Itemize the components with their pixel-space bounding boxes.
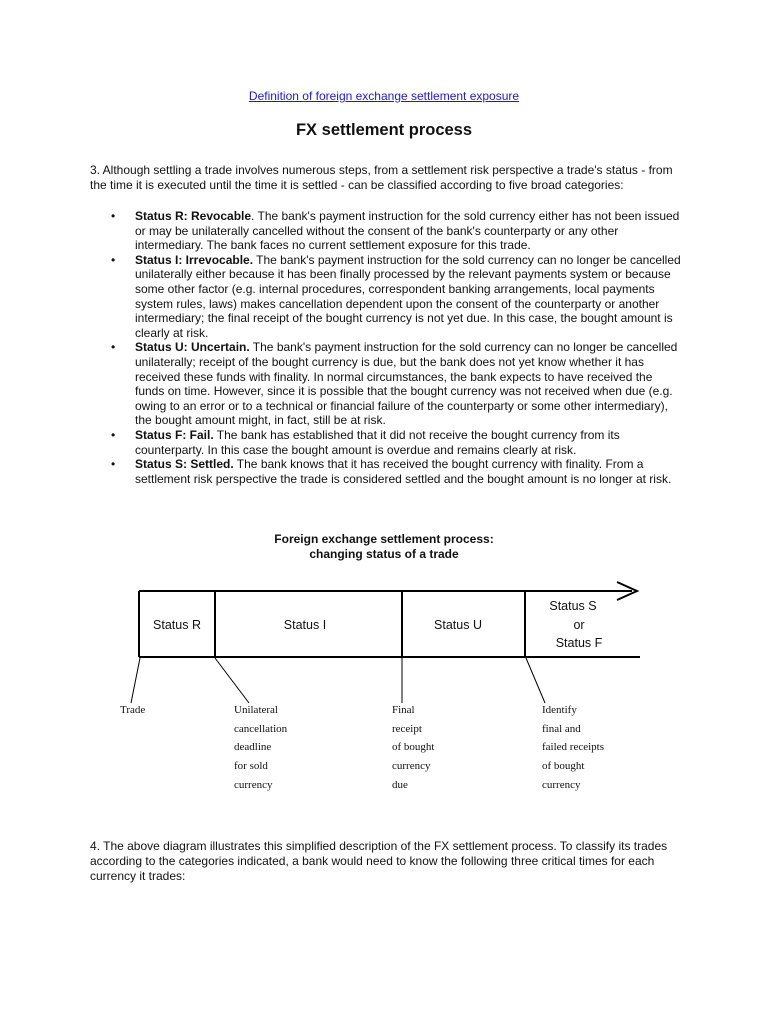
status-list bbox=[90, 209, 682, 486]
status-label: Status U: Uncertain. bbox=[135, 340, 250, 355]
status-label: Status R: Revocable bbox=[135, 209, 252, 223]
settlement-timeline-diagram bbox=[0, 570, 768, 810]
status-label: Status S: Settled. bbox=[135, 457, 234, 472]
box-status-u: Status U bbox=[434, 618, 482, 632]
box-status-s-or-f-line2: or bbox=[573, 618, 585, 632]
list-item bbox=[90, 209, 682, 253]
paragraph-3: 3. Although settling a trade involves numerous steps, from a settlement risk perspective a trade's status - from the time it is executed until the time it is settled - can be classified according to five broad categories: bbox=[90, 163, 673, 192]
pointer-lines bbox=[131, 658, 545, 703]
list-item bbox=[90, 428, 682, 457]
note-unilateral-cancellation: Unilateral cancellation deadline for sold currency bbox=[234, 704, 288, 791]
note-final-receipt: Final receipt of bought currency due bbox=[392, 704, 435, 791]
list-item bbox=[90, 457, 682, 486]
list-item bbox=[90, 253, 682, 341]
box-status-s-or-f-line1: Status S bbox=[549, 599, 597, 613]
paragraph-4: 4. The above diagram illustrates this simplified description of the FX settlement process. To classify its trades according to the categories indicated, a bank would need to know the following three critical times for each currency it trades: bbox=[90, 839, 668, 883]
bullet-icon: • bbox=[111, 252, 116, 267]
page-title: FX settlement process bbox=[295, 121, 473, 139]
status-text: The bank has established that it did not receive the bought currency from its counterparty. In this case the bought amount is overdue and remains clearly at risk. bbox=[135, 427, 620, 457]
box-status-s-or-f-line3: Status F bbox=[555, 636, 603, 650]
note-trade: Trade bbox=[120, 704, 146, 716]
status-label: Status I: Irrevocable. bbox=[135, 252, 254, 267]
figure-title-line1: Foreign exchange settlement process: bbox=[274, 532, 494, 546]
pointer-line bbox=[526, 658, 545, 703]
pointer-line bbox=[131, 658, 140, 703]
bullet-icon: • bbox=[111, 209, 116, 223]
box-status-i: Status I bbox=[283, 618, 327, 632]
list-item bbox=[90, 340, 682, 428]
status-label: Status F: Fail. bbox=[135, 427, 214, 442]
status-text: The bank knows that it has received the bought currency with finality. From a settlement risk perspective the trade is considered settled and the bought amount is no longer at risk. bbox=[135, 457, 672, 486]
note-identify-final: Identify final and failed receipts of bought currency bbox=[542, 704, 604, 791]
box-status-r: Status R bbox=[153, 618, 201, 632]
definition-link[interactable]: Definition of foreign exchange settlement exposure bbox=[248, 89, 520, 103]
bullet-icon: • bbox=[111, 427, 116, 442]
bullet-icon: • bbox=[111, 340, 116, 355]
status-text: . The bank's payment instruction for the sold currency either has not been issued or may be unilaterally cancelled without the consent of the bank's counterparty or any other intermediary. The bank faces no current settlement exposure for this trade. bbox=[135, 209, 680, 253]
bullet-icon: • bbox=[111, 457, 116, 472]
figure-title-line2: changing status of a trade bbox=[309, 547, 459, 561]
pointer-line bbox=[215, 658, 249, 703]
status-text: The bank's payment instruction for the sold currency can no longer be cancelled unilaterally; receipt of the bought currency is due, but the bank does not yet know whether it has received these funds with finality. In normal circumstances, the bank expects to have received the funds on time. However, since it is possible that the bought currency was not received when due (e.g. owing to an error or to a technical or financial failure of the counterparty or some other intermediary), the bought amount might, in fact, still be at risk. bbox=[135, 340, 678, 428]
status-text: The bank's payment instruction for the sold currency can no longer be cancelled unilaterally either because it has been finally processed by the relevant payments system or because some other factor (e.g. internal procedures, correspondent banking arrangements, local payments system rules, laws) makes cancellation dependent upon the consent of the counterparty or another intermediary; the final receipt of the bought currency is not yet due. In this case, the bought amount is clearly at risk. bbox=[135, 252, 681, 340]
